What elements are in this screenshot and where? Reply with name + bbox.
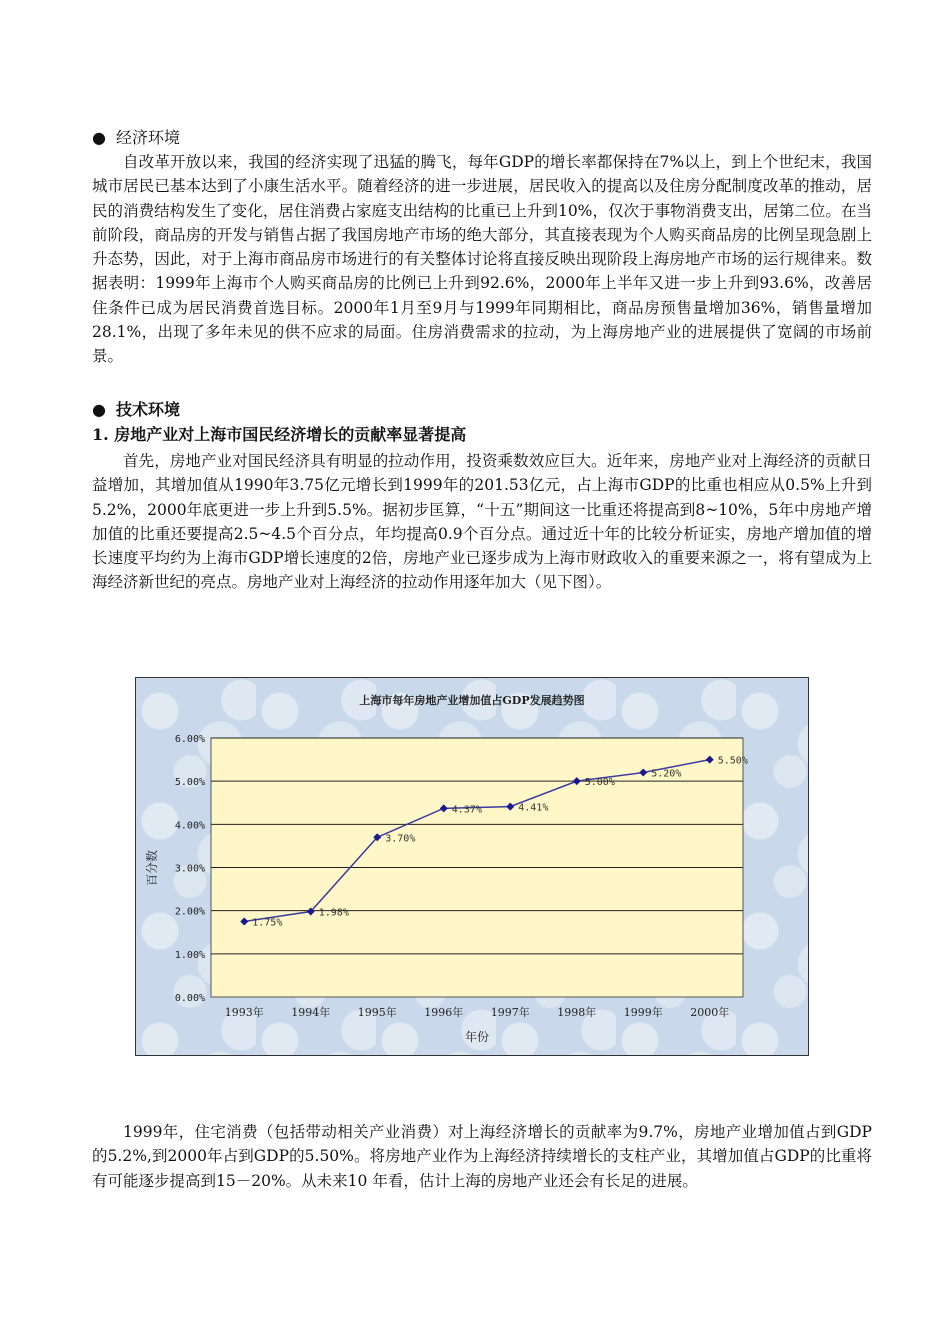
x-tick-label: 1997年	[490, 1006, 530, 1019]
y-tick-label: 0.00%	[174, 993, 205, 1004]
data-label: 3.70%	[385, 833, 416, 845]
x-tick-label: 1998年	[557, 1006, 597, 1019]
paragraph-economy: 自改革开放以来，我国的经济实现了迅猛的腾飞，每年GDP的增长率都保持在7%以上，到上个世纪末，我国城市居民已基本达到了小康生活水平。随着经济的进一步进展，居民收入的提高以及住房分配制度改革的推动，居民的消费结构发生了变化，居住消费占家庭支出结构的比重已上升到10%，仅次于事物消费支出，居第二位。在当前阶段，商品房的开发与销售占据了我国房地产市场的绝大部分，其直接表现为个人购买商品房的比例呈现急剧上升态势，因此，对于上海市商品房市场进行的有关整体讨论将直接反映出现阶段上海房地产市场的运行规律来。数据表明：1999年上海市个人购买商品房的比例已上升到92.6%，2000年上半年又进一步上升到93.6%，改善居住条件已成为居民消费首选目标。2000年1月至9月与1999年同期相比，商品房预售量增加36%，销售量增加28.1%，出现了多年未见的供不应求的局面。住房消费需求的拉动，为上海房地产业的进展提供了宽阔的市场前景。	[92, 153, 872, 366]
data-label: 5.00%	[584, 777, 615, 789]
data-label: 4.41%	[518, 802, 549, 814]
subheading-contribution: 1. 房地产业对上海市国民经济增长的贡献率显著提高	[92, 425, 467, 444]
y-tick-label: 2.00%	[174, 906, 205, 918]
chart-title: 上海市每年房地产业增加值占GDP发展趋势图	[359, 694, 585, 707]
paragraph-conclusion: 1999年，住宅消费（包括带动相关产业消费）对上海经济增长的贡献率为9.7%，房地产业增加值占到GDP的5.2%,到2000年占到GDP的5.50%。将房地产业作为上海经济持续增长的支柱产业，其增加值占GDP的比重将有可能逐步提高到15－20%。从未来10 年看，估计上海的房地产业还会有长足的进展。	[92, 1123, 872, 1190]
y-tick-label: 6.00%	[174, 734, 205, 745]
bullet-icon: ●	[92, 128, 106, 147]
data-label: 5.20%	[651, 768, 682, 780]
x-tick-label: 2000年	[690, 1006, 730, 1019]
section-heading-technology	[92, 398, 180, 422]
paragraph-contribution: 首先，房地产业对国民经济具有明显的拉动作用，投资乘数效应巨大。近年来，房地产业对上海经济的贡献日益增加，其增加值从1990年3.75亿元增长到1999年的201.53亿元，占上海市GDP的比重也相应从0.5%上升到5.2%，2000年底更进一步上升到5.5%。据初步匡算，“十五”期间这一比重还将提高到8~10%，5年中房地产增加值的比重还要提高2.5~4.5个百分点，年均提高0.9个百分点。通过近十年的比较分析证实，房地产增加值的增长速度平均约为上海市GDP增长速度的2倍，房地产业已逐步成为上海市财政收入的重要来源之一，将有望成为上海经济新世纪的亮点。房地产业对上海经济的拉动作用逐年加大（见下图）。	[92, 452, 872, 592]
data-label: 1.98%	[318, 907, 349, 919]
y-tick-label: 5.00%	[174, 777, 205, 789]
data-label: 1.75%	[252, 917, 283, 929]
x-tick-label: 1999年	[623, 1006, 663, 1019]
y-axis-label: 百分数	[145, 849, 159, 887]
heading-text: 经济环境	[115, 128, 180, 147]
x-tick-label: 1996年	[424, 1006, 464, 1019]
data-label: 4.37%	[451, 804, 482, 816]
heading-text: 技术环境	[115, 400, 180, 419]
section-heading-economy	[92, 126, 180, 150]
x-tick-label: 1994年	[291, 1006, 331, 1019]
line-chart	[136, 678, 808, 1055]
x-tick-label: 1993年	[224, 1006, 264, 1019]
chart-figure	[135, 677, 809, 1056]
y-tick-label: 4.00%	[174, 820, 205, 832]
y-tick-label: 3.00%	[174, 863, 205, 875]
data-label: 5.50%	[717, 755, 748, 767]
y-tick-label: 1.00%	[174, 949, 205, 961]
x-axis-label: 年份	[464, 1030, 490, 1044]
x-tick-label: 1995年	[357, 1006, 397, 1019]
bullet-icon: ●	[92, 400, 106, 419]
